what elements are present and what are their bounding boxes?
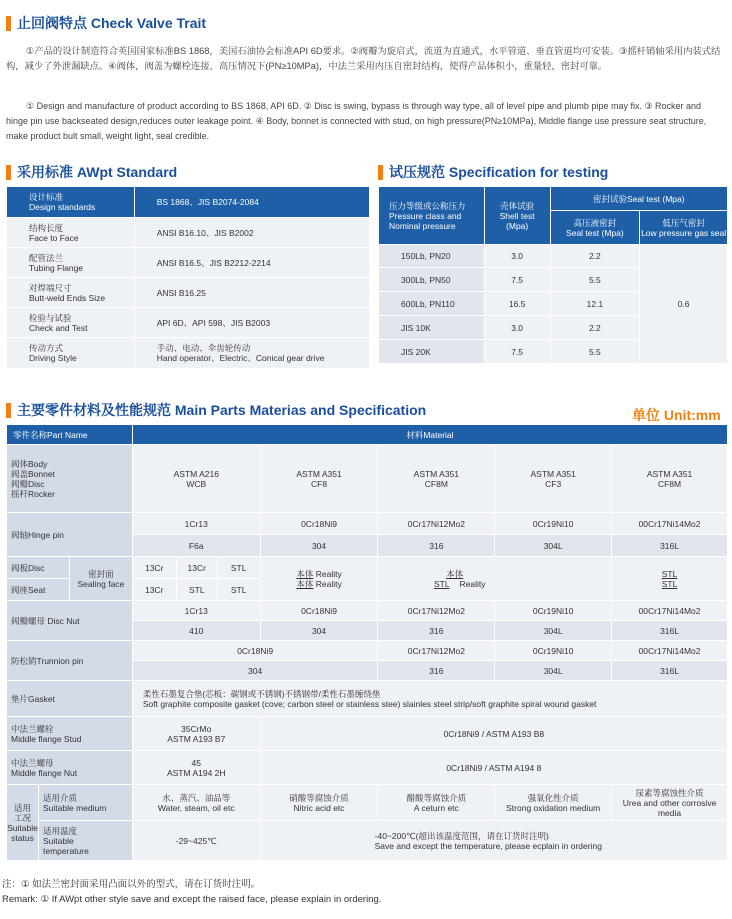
parts-row-disc (7, 557, 728, 579)
standard-label: 检验与试验 Check and Test (7, 308, 135, 338)
spec-class: 150Lb, PN20 (379, 245, 485, 268)
material-cell: 00Cr17Ni14Mo2 (612, 513, 728, 535)
material-cell: 00Cr17Ni14Mo2 (612, 601, 728, 621)
material-cell: 1Cr13 (132, 513, 260, 535)
standard-label: 设计标准 Design standards (7, 187, 135, 218)
standard-row (7, 248, 370, 278)
spec-header-low: 低压气密封 Low pressure gas seal (640, 211, 728, 245)
material-cell: ASTM A351 CF8 (260, 445, 378, 513)
spec-shell: 3.0 (484, 245, 550, 268)
parts-label: 防松销Trunnion pin (7, 641, 133, 681)
material-cell: 304L (495, 535, 612, 557)
medium-label: 适用介质 Suitable medium (38, 785, 132, 821)
parts-header-material: 材料Material (132, 425, 727, 445)
material-cell: 0Cr18Ni9 / ASTM A194 8 (260, 751, 727, 785)
parts-row-body (7, 445, 728, 513)
title-marker (6, 16, 11, 31)
material-cell: STL (176, 579, 217, 601)
temperature-cell: -40~200℃(超出该温度范围，请在订货时注明) Save and except the temperature, please ecplain in ordering (260, 821, 727, 861)
standard-label: 对焊端尺寸 Butt-weld Ends Size (7, 278, 135, 308)
sealing-face-label: 密封面 Sealing face (69, 557, 132, 601)
section-title-standard (6, 162, 177, 182)
standard-row (7, 338, 370, 369)
material-cell: 00Cr17Ni14Mo2 (612, 641, 728, 661)
material-cell: 本体 STL Reality (378, 557, 612, 601)
status-label: 适用 工况 Suitable status (7, 785, 39, 861)
spec-shell: 16.5 (484, 292, 550, 316)
trait-title: 止回阀特点 Check Valve Trait (17, 15, 207, 31)
material-cell: 13Cr (132, 579, 176, 601)
material-cell: STL (217, 557, 260, 579)
spec-class: 300Lb, PN50 (379, 268, 485, 292)
parts-label: 中法兰螺栓 Middle flange Stud (7, 717, 133, 751)
standard-row (7, 187, 370, 218)
material-cell: 1Cr13 (132, 601, 260, 621)
trait-paragraph-en: ① Design and manufacture of product according to BS 1868, API 6D. ② Disc is swing, bypass is through way type, all of level pipe and plumb pipe may fix. ③ Rocker and hinge pin use backseated design,reduces outer leakage point. ④ Body, bonnet is connected with stud, on high pressure(PN≥10MPa), Middle flange use pressure seat structure, make product bult small, weight light, seal credible. (6, 101, 707, 141)
standard-table (6, 186, 370, 369)
parts-label: 垫片Gasket (7, 681, 133, 717)
spec-table (378, 186, 728, 364)
parts-row-gasket (7, 681, 728, 717)
unit-label: 单位 Unit:mm (632, 407, 721, 423)
medium-cell: 水、蒸汽、油品等 Water, steam, oil etc (132, 785, 260, 821)
standard-value: 手动、电动、伞齿轮传动 Hand operator、Electric、Conical gear drive (134, 338, 369, 369)
section-title-spec (378, 162, 608, 182)
material-cell: 316 (378, 535, 495, 557)
standard-row (7, 278, 370, 308)
material-cell: 304L (495, 661, 612, 681)
spec-high: 5.5 (550, 268, 640, 292)
material-cell: ASTM A351 CF3 (495, 445, 612, 513)
parts-row-hinge (7, 513, 728, 535)
standard-value: BS 1868、JIS B2074-2084 (134, 187, 369, 218)
material-cell: 316L (612, 661, 728, 681)
spec-low: 0.6 (640, 245, 728, 364)
standard-value: ANSI B16.5、JIS B2212-2214 (134, 248, 369, 278)
temperature-label: 适用温度 Suitable temperature (38, 821, 132, 861)
parts-label: 阀板Disc (7, 557, 70, 579)
material-cell: 0Cr19Ni10 (495, 601, 612, 621)
parts-row-temperature (7, 821, 728, 861)
parts-row-disc-nut (7, 601, 728, 621)
material-cell: 316 (378, 621, 495, 641)
note-cn: 注：① 如法兰密封面采用凸面以外的型式，请在订货时注明。 (2, 879, 261, 890)
standard-title: 采用标准 AWpt Standard (17, 164, 178, 180)
medium-cell: 硝酸等腐蚀介质 Nitric acid etc (260, 785, 378, 821)
material-cell: 0Cr18Ni9 (260, 601, 378, 621)
material-cell: 304 (132, 661, 378, 681)
medium-cell: 强氧化性介质 Strong oxidation medium (495, 785, 612, 821)
standard-label: 传动方式 Driving Style (7, 338, 135, 369)
spec-title: 试压规范 Specification for testing (389, 164, 609, 180)
spec-high: 5.5 (550, 340, 640, 364)
material-cell: 410 (132, 621, 260, 641)
spec-shell: 3.0 (484, 316, 550, 340)
material-cell: 0Cr18Ni9 (260, 513, 378, 535)
parts-row-stud (7, 717, 728, 751)
temperature-cell: -29~425℃ (132, 821, 260, 861)
parts-row-medium (7, 785, 728, 821)
material-cell: 304L (495, 621, 612, 641)
spec-header-shell: 壳体试验 Shell test (Mpa) (484, 187, 550, 245)
spec-header-seal: 密封试验Seal test (Mpa) (550, 187, 727, 211)
standard-value: ANSI B16.25 (134, 278, 369, 308)
title-marker (6, 165, 11, 180)
parts-label: 阀瓣螺母 Disc Nut (7, 601, 133, 641)
standard-value: API 6D、API 598、JIS B2003 (134, 308, 369, 338)
material-cell: 0Cr19Ni10 (495, 513, 612, 535)
material-cell: 304 (260, 535, 378, 557)
spec-high: 2.2 (550, 245, 640, 268)
spec-class: JIS 20K (379, 340, 485, 364)
material-cell: 本体 Reality 本体 Reality (260, 557, 378, 601)
material-cell: 0Cr18Ni9 (132, 641, 378, 661)
material-cell: 304 (260, 621, 378, 641)
standard-value: ANSI B16.10、JIS B2002 (134, 218, 369, 248)
standard-row (7, 218, 370, 248)
spec-row (379, 245, 728, 268)
material-cell: 0Cr17Ni12Mo2 (378, 601, 495, 621)
material-cell: 0Cr17Ni12Mo2 (378, 641, 495, 661)
standard-label: 配管法兰 Tubing Flange (7, 248, 135, 278)
spec-class: JIS 10K (379, 316, 485, 340)
material-cell: ASTM A351 CF8M (378, 445, 495, 513)
trait-paragraph-cn: ①产品的设计制造符合英国国家标准BS 1868，美国石油协会标准API 6D要求。②阀瓣为旋启式，流道为直通式，水平管道、垂直管道均可安装。③摇杆销轴采用内装式结构，减少了外泄漏缺点。④阀体，阀盖为螺栓连接，高压情况下(PN≥10MPa)，中法兰采用内压自密封结构，使得产品体积小，重量轻，密封可靠。 (6, 46, 721, 71)
parts-row-nut (7, 751, 728, 785)
material-cell: 316L (612, 621, 728, 641)
title-marker (6, 403, 11, 418)
parts-table (6, 424, 728, 861)
parts-row-trunnion (7, 641, 728, 661)
note-en: Remark: ① If AWpt other style save and except the raised face, please explain in ordering. (2, 894, 382, 905)
spec-shell: 7.5 (484, 268, 550, 292)
spec-header-high: 高压液密封 Seal test (Mpa) (550, 211, 640, 245)
material-cell: 35CrMo ASTM A193 B7 (132, 717, 260, 751)
parts-title: 主要零件材料及性能规范 Main Parts Materias and Specification (17, 402, 427, 418)
material-cell: 0Cr19Ni10 (495, 641, 612, 661)
parts-label: 阀座Seat (7, 579, 70, 601)
material-cell: 45 ASTM A194 2H (132, 751, 260, 785)
material-cell: 柔性石墨复合垫(芯板：碳钢或不锈钢)不锈钢带/柔性石墨缠绕垫 Soft graphite composite gasket (cove; carbon steel or stainless stee) slainles steel strip/soft graphite spiral wound gasket (132, 681, 727, 717)
material-cell: 13Cr (176, 557, 217, 579)
material-cell: 0Cr18Ni9 / ASTM A193 B8 (260, 717, 727, 751)
standard-row (7, 308, 370, 338)
material-cell: 316L (612, 535, 728, 557)
parts-header-name: 零件名称Part Name (7, 425, 133, 445)
material-cell: 13Cr (132, 557, 176, 579)
spec-high: 2.2 (550, 316, 640, 340)
material-cell: STL (217, 579, 260, 601)
material-cell: ASTM A351 CF8M (612, 445, 728, 513)
standard-label: 结构长度 Face to Face (7, 218, 135, 248)
section-title-parts (6, 400, 426, 420)
section-title-trait (6, 13, 206, 33)
spec-high: 12.1 (550, 292, 640, 316)
spec-shell: 7.5 (484, 340, 550, 364)
parts-label: 阀轴Hinge pin (7, 513, 133, 557)
parts-label: 中法兰螺母 Middle flange Nut (7, 751, 133, 785)
spec-header-class: 压力等级或公称压力 Pressure class and Nominal pressure (379, 187, 485, 245)
material-cell: ASTM A216 WCB (132, 445, 260, 513)
medium-cell: 尿素等腐蚀性介质 Urea and other corrosive media (612, 785, 728, 821)
material-cell: 316 (378, 661, 495, 681)
material-cell: STL STL (612, 557, 728, 601)
title-marker (378, 165, 383, 180)
spec-class: 600Lb, PN110 (379, 292, 485, 316)
parts-label: 阀体Body 阀盖Bonnet 阀瓣Disc 摇杆Rocker (7, 445, 133, 513)
material-cell: 0Cr17Ni12Mo2 (378, 513, 495, 535)
medium-cell: 醋酸等腐蚀介质 A ceturn etc (378, 785, 495, 821)
material-cell: F6a (132, 535, 260, 557)
